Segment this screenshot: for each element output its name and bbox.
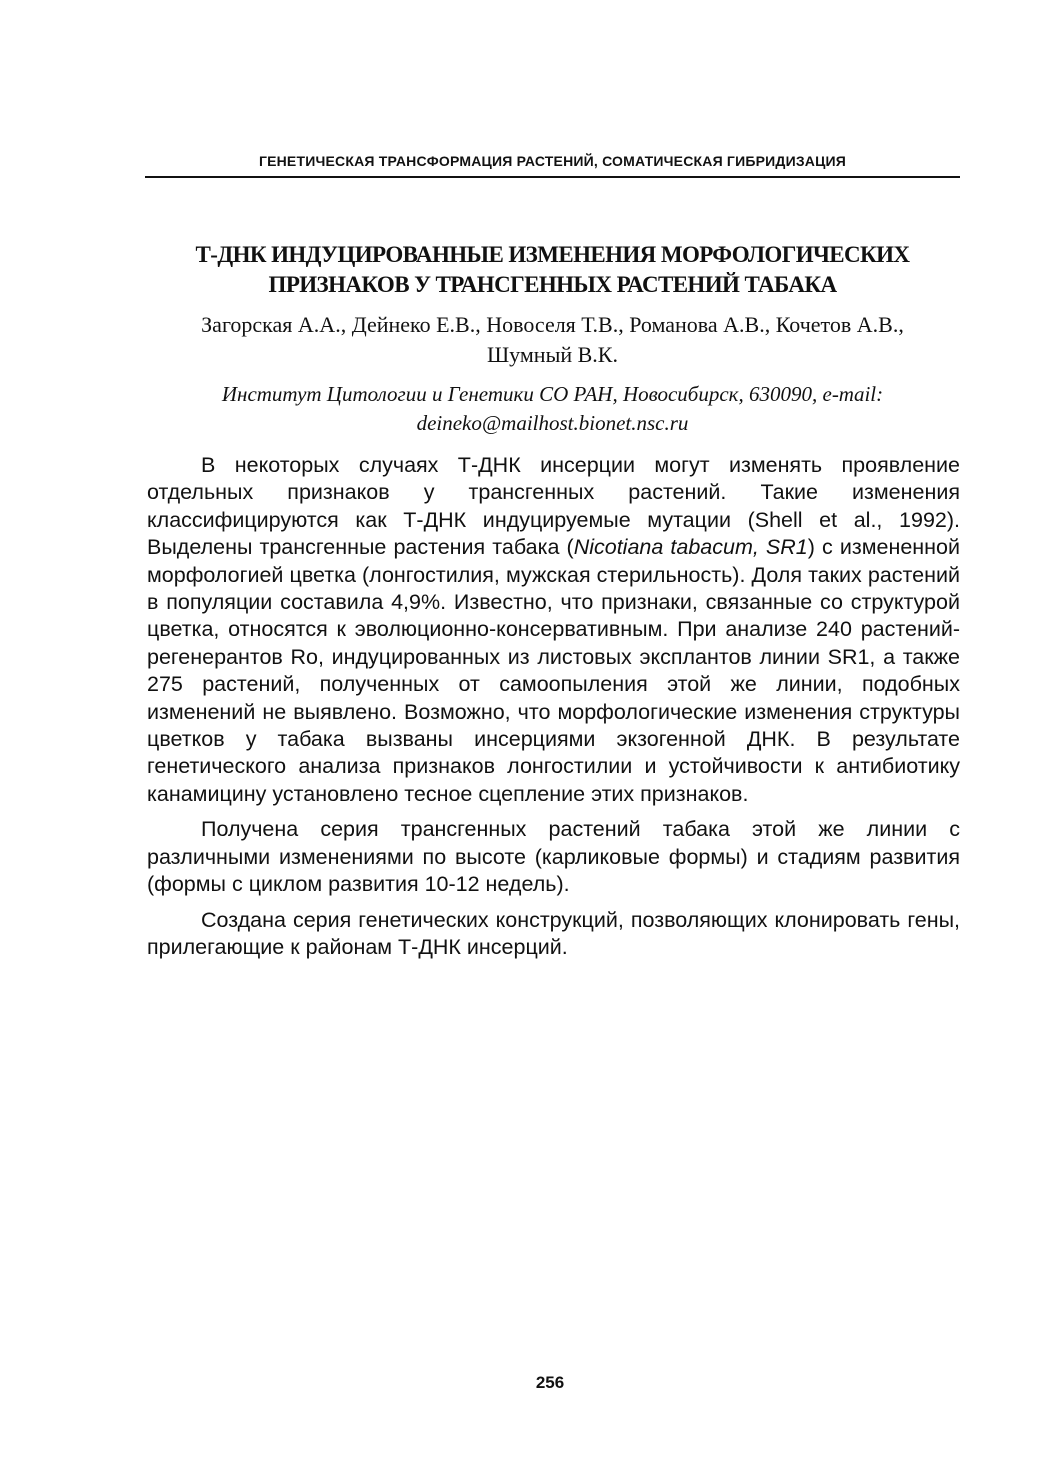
running-header: ГЕНЕТИЧЕСКАЯ ТРАНСФОРМАЦИЯ РАСТЕНИЙ, СОМАТИЧЕСКАЯ ГИБРИДИЗАЦИЯ (258, 153, 847, 169)
paragraph-3: Создана серия генетических конструкций, позволяющих клонировать гены, прилегающие к районам Т-ДНК инсерций. (147, 907, 960, 959)
species-name: Nicotiana tabacum, SR1 (573, 535, 808, 560)
paragraph-1 (147, 452, 960, 808)
header-rule (145, 176, 960, 178)
paragraph-1-text-b: ) с измененной морфологией цветка (лонгостилия, мужская стерильность). Доля таких растений в популяции составила 4,9%. Известно, что признаки, связанные со структурой цветка, относятся к эволюционно-консервативным. При анализе 240 растений-регенерантов Ro, индуцированных из листовых эксплантов линии SR1, а также 275 растений, полученных от самоопыления этой же линии, подобных изменений не выявлено. Возможно, что морфологические изменения структуры цветков у табака вызваны инсерциями экзогенной ДНК. В результате генетического анализа признаков лонгостилии и устойчивости к антибиотику канамицину установлено тесное сцепление этих признаков. (147, 535, 960, 806)
article-title (140, 240, 965, 300)
title-line-2: ПРИЗНАКОВ У ТРАНСГЕННЫХ РАСТЕНИЙ ТАБАКА (268, 272, 837, 297)
paragraph-2: Получена серия трансгенных растений табака этой же линии с различными изменениями по высоте (карликовые формы) и стадиям развития (формы с циклом развития 10-12 недель). (147, 817, 960, 897)
authors-line-2: Шумный В.К. (486, 342, 618, 367)
page-number: 256 (535, 1373, 565, 1392)
paragraph-1-text-a: В некоторых случаях Т-ДНК инсерции могут изменять проявление отдельных признаков у трансгенных растений. Такие изменения классифицируются как Т-ДНК индуцируемые мутации (Shell et al., 1992). Выделены трансгенные растения табака ( (147, 453, 960, 560)
affiliation-email: deineko@mailhost.bionet.nsc.ru (416, 411, 689, 435)
title-line-1: Т-ДНК ИНДУЦИРОВАННЫЕ ИЗМЕНЕНИЯ МОРФОЛОГИЧЕСКИХ (195, 242, 910, 267)
affiliation-line: Институт Цитологии и Генетики СО РАН, Новосибирск, 630090, e-mail: (221, 382, 884, 406)
affiliation (140, 380, 965, 438)
article-body (147, 452, 960, 969)
authors-line-1: Загорская А.А., Дейнеко Е.В., Новоселя Т.В., Романова А.В., Кочетов А.В., (201, 312, 904, 337)
authors (140, 310, 965, 370)
